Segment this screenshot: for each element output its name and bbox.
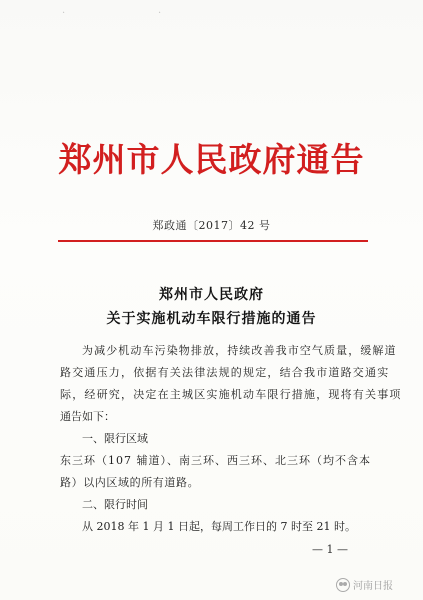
scan-mark-right: · [158, 8, 162, 19]
section1-heading: 一、限行区域 [82, 432, 148, 445]
section1-line2: 路）以内区域的所有道路。 [60, 476, 200, 489]
notice-title-line1: 郑州市人民政府 [159, 287, 264, 303]
document-number: 郑政通〔2017〕42 号 [152, 219, 271, 232]
section2-heading: 二、限行时间 [82, 498, 148, 511]
watermark-label: 河南日报 [353, 581, 393, 592]
section2-line1: 从 2018 年 1 月 1 日起，每周工作日的 7 时至 21 时。 [82, 520, 356, 533]
body-para1-line4: 通告如下： [60, 410, 115, 423]
document-banner-title: 郑州市人民政府通告 [58, 140, 365, 179]
scan-mark-left: · [62, 8, 66, 19]
body-para1-line1: 为减少机动车污染物排放，持续改善我市空气质量，缓解道 [82, 344, 397, 357]
page-number: — 1 — [312, 543, 348, 556]
section1-line1: 东三环（107 辅道）、南三环、西三环、北三环（均不含本 [60, 454, 371, 467]
body-para1-line3: 际，经研究，决定在主城区实施机动车限行措施，现将有关事项 [60, 388, 402, 401]
red-divider [58, 240, 368, 242]
notice-title-line2: 关于实施机动车限行措施的通告 [106, 311, 317, 327]
source-watermark [336, 577, 393, 592]
wechat-icon [336, 578, 350, 592]
body-para1-line2: 路交通压力，依据有关法律法规的规定，结合我市道路交通实 [60, 366, 390, 379]
